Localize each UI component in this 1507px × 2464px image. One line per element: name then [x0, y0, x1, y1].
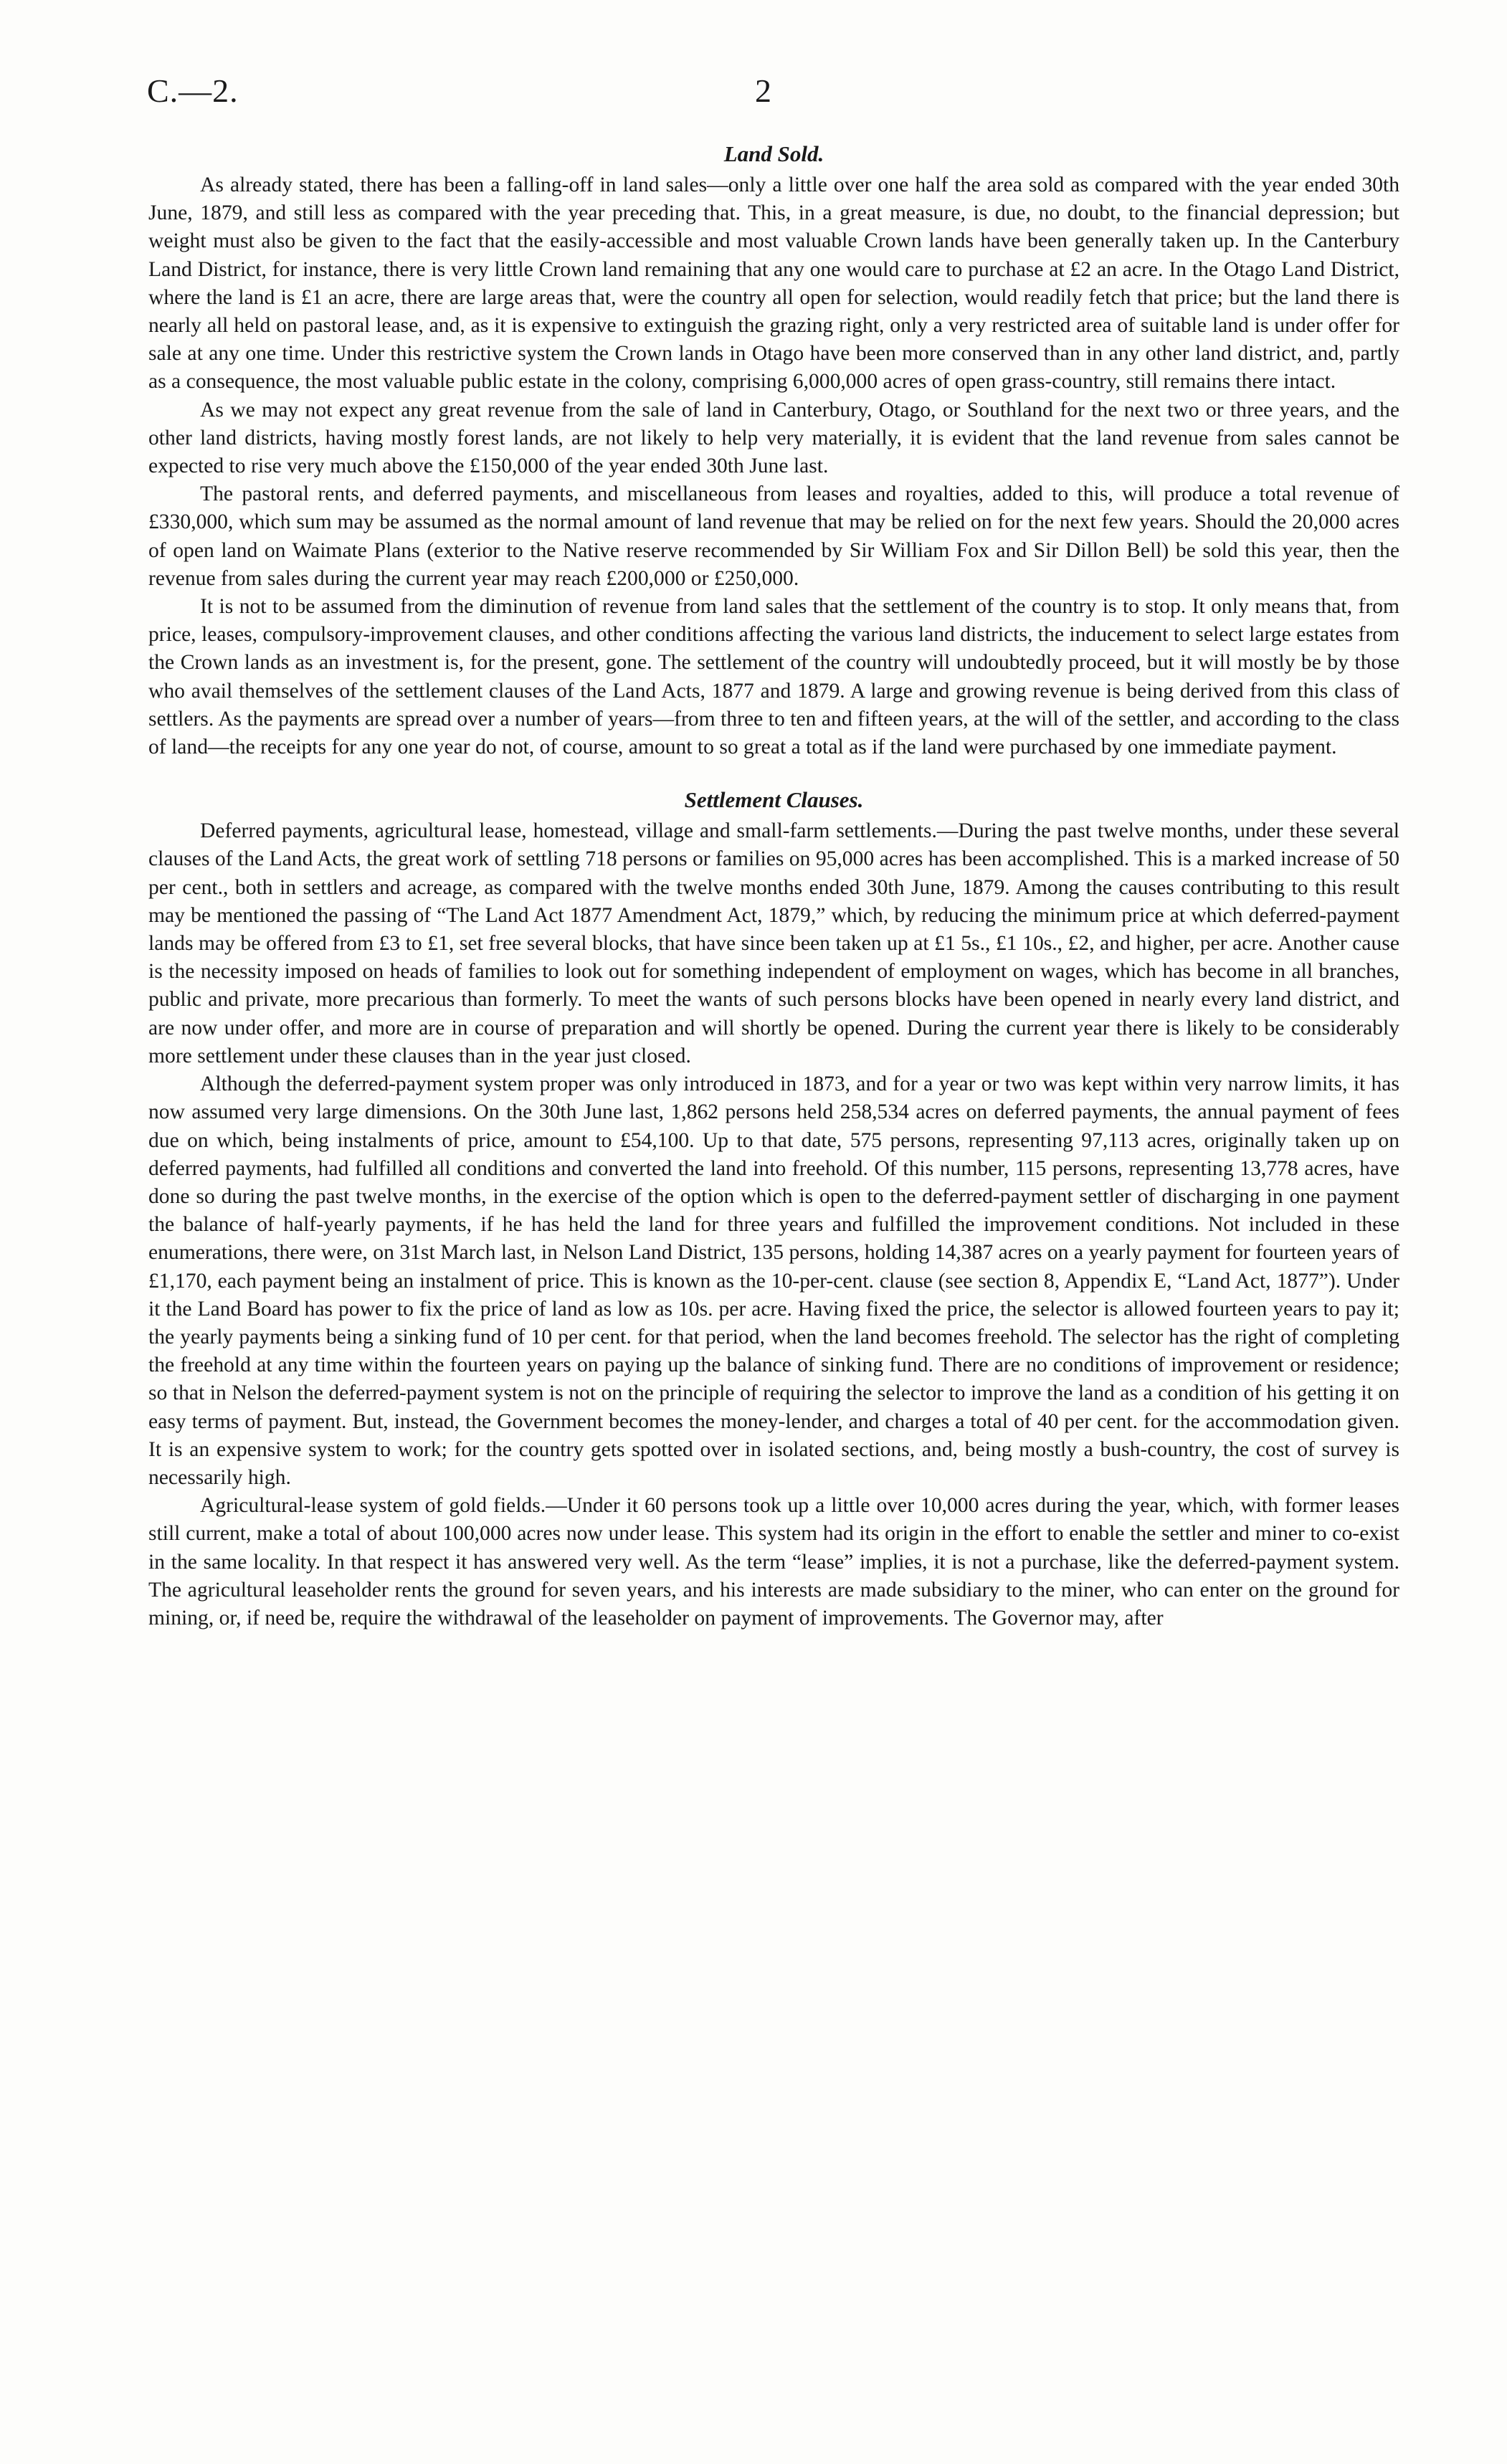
paragraph: As we may not expect any great revenue from the sale of land in Canterbury, Otago, or Southland for the next two or three years, and the other land districts, having mostly forest lands, are not likely to help very materially, it is evident that the land revenue from sales cannot be expected to rise very much above the £150,000 of the year ended 30th June last.: [148, 398, 1399, 478]
page-number: 2: [755, 72, 771, 109]
running-head: [147, 72, 1416, 115]
paragraph: As already stated, there has been a falling-off in land sales—only a little over one half the area sold as compared with the year ended 30th June, 1879, and still less as compared with the year preceding that. This, in a great measure, is due, no doubt, to the financial depression; but weight must also be given to the fact that the easily-accessible and most valuable Crown lands have been generally taken up. In the Canterbury Land District, for instance, there is very little Crown land remaining that any one would care to purchase at £2 an acre. In the Otago Land District, where the land is £1 an acre, there are large areas that, were the country all open for selection, would readily fetch that price; but the land there is nearly all held on pastoral lease, and, as it is expensive to extinguish the grazing right, only a very restricted area of suitable land is under offer for sale at any one time. Under this restrictive system the Crown lands in Otago have been more conserved than in any other land district, and, partly as a consequence, the most valuable public estate in the colony, comprising 6,000,000 acres of open grass-country, still remains there intact.: [148, 173, 1399, 394]
paragraph: The pastoral rents, and deferred payments, and miscellaneous from leases and royalties, added to this, will produce a total revenue of £330,000, which sum may be assumed as the normal amount of land revenue that may be relied on for the next few years. Should the 20,000 acres of open land on Waimate Plans (exterior to the Native reserve recommended by Sir William Fox and Sir Dillon Bell) be sold this year, then the revenue from sales during the current year may reach £200,000 or £250,000.: [148, 482, 1399, 590]
document-reference: C.—2.: [147, 72, 239, 109]
section-land-sold: [148, 140, 1399, 761]
paragraph: It is not to be assumed from the diminution of revenue from land sales that the settlement of the country is to stop. It only means that, from price, leases, compulsory-improvement clauses, and other conditions affecting the various land districts, the inducement to select large estates from the Crown lands as an investment is, for the present, gone. The settlement of the country will undoubtedly proceed, but it will mostly be by those who avail themselves of the settlement clauses of the Land Acts, 1877 and 1879. A large and growing revenue is being derived from this class of settlers. As the payments are spread over a number of years—from three to ten and fifteen years, at the will of the settler, and according to the class of land—the receipts for any one year do not, of course, amount to so great a total as if the land were purchased by one immediate payment.: [148, 595, 1399, 759]
page-body: [148, 140, 1399, 1632]
section-settlement-clauses: [148, 786, 1399, 1632]
paragraph: Deferred payments, agricultural lease, homestead, village and small-farm settlements.—During the past twelve months, under these several clauses of the Land Acts, the great work of settling 718 persons or families on 95,000 acres has been accomplished. This is a marked increase of 50 per cent., both in settlers and acreage, as compared with the twelve months ended 30th June, 1879. Among the causes contributing to this result may be mentioned the passing of “The Land Act 1877 Amendment Act, 1879,” which, by reducing the minimum price at which deferred-payment lands may be offered from £3 to £1, set free several blocks, that have since been taken up at £1 5s., £1 10s., £2, and higher, per acre. Another cause is the necessity imposed on heads of families to look out for something independent of employment on wages, which has become in all branches, public and private, more precarious than formerly. To meet the wants of such persons blocks have been opened in nearly every land district, and are now under offer, and more are in course of preparation and will shortly be opened. During the current year there is likely to be considerably more settlement under these clauses than in the year just closed.: [148, 819, 1399, 1067]
paragraph: Although the deferred-payment system proper was only introduced in 1873, and for a year or two was kept within very narrow limits, it has now assumed very large dimensions. On the 30th June last, 1,862 persons held 258,534 acres on deferred payments, the annual payment of fees due on which, being instalments of price, amount to £54,100. Up to that date, 575 persons, representing 97,113 acres, originally taken up on deferred payments, had fulfilled all conditions and converted the land into freehold. Of this number, 115 persons, representing 13,778 acres, have done so during the past twelve months, in the exercise of the option which is open to the deferred-payment settler of discharging in one payment the balance of half-yearly payments, if he has held the land for three years and fulfilled the improvement conditions. Not included in these enumerations, there were, on 31st March last, in Nelson Land District, 135 persons, holding 14,387 acres on a yearly payment for fourteen years of £1,170, each payment being an instalment of price. This is known as the 10-per-cent. clause (see section 8, Appendix E, “Land Act, 1877”). Under it the Land Board has power to fix the price of land as low as 10s. per acre. Having fixed the price, the selector is allowed fourteen years to pay it; the yearly payments being a sinking fund of 10 per cent. for that period, when the land becomes freehold. The selector has the right of completing the freehold at any time within the fourteen years on paying up the balance of sinking fund. There are no conditions of improvement or residence; so that in Nelson the deferred-payment system is not on the principle of requiring the selector to improve the land as a condition of his getting it on easy terms of payment. But, instead, the Government becomes the money-lender, and charges a total of 40 per cent. for the accommodation given. It is an expensive system to work; for the country gets spotted over in isolated sections, and, being mostly a bush-country, the cost of survey is necessarily high.: [148, 1072, 1399, 1489]
section-heading: Land Sold.: [723, 141, 824, 166]
paragraph: Agricultural-lease system of gold fields.—Under it 60 persons took up a little over 10,000 acres during the year, which, with former leases still current, make a total of about 100,000 acres now under lease. This system had its origin in the effort to enable the settler and miner to co-exist in the same locality. In that respect it has answered very well. As the term “lease” implies, it is not a purchase, like the deferred-payment system. The agricultural leaseholder rents the ground for seven years, and his interests are made subsidiary to the miner, who can enter on the ground for mining, or, if need be, require the withdrawal of the leaseholder on payment of improvements. The Governor may, after: [148, 1494, 1399, 1630]
section-heading: Settlement Clauses.: [684, 787, 864, 813]
